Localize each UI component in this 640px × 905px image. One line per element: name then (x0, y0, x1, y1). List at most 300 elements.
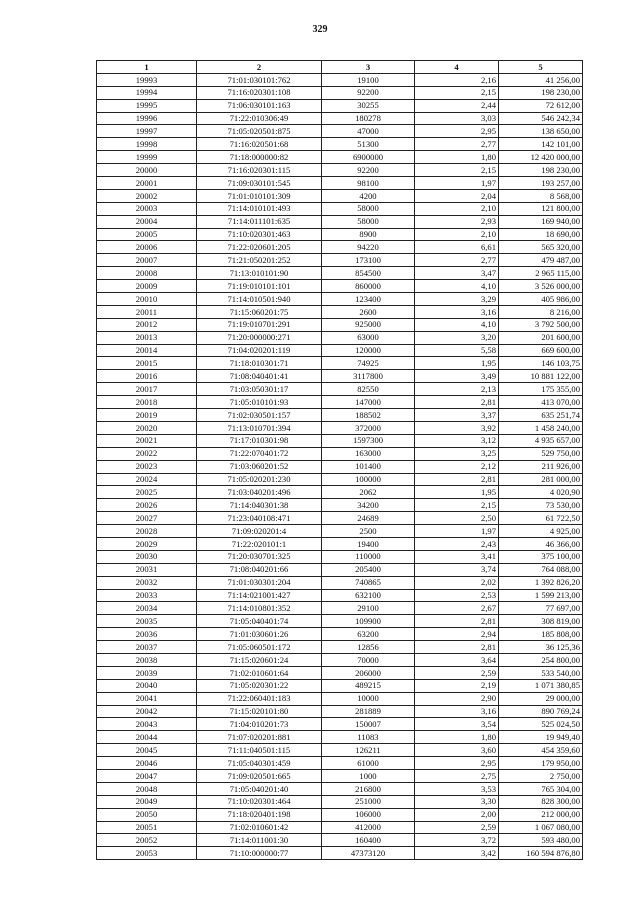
row-number-cell: 20028 (97, 525, 197, 538)
value-cell: 2 750,00 (499, 769, 583, 782)
area-cell: 3117800 (322, 370, 415, 383)
table-row (97, 615, 583, 628)
value-cell: 281 000,00 (499, 473, 583, 486)
cadastral-number-cell: 71:03:040201:496 (197, 486, 322, 499)
rate-cell: 2,16 (415, 73, 499, 86)
value-cell: 1 458 240,00 (499, 421, 583, 434)
cadastral-number-cell: 71:18:010301:71 (197, 357, 322, 370)
table-row (97, 267, 583, 280)
row-number-cell: 20039 (97, 666, 197, 679)
value-cell: 3 792 500,00 (499, 318, 583, 331)
rate-cell: 2,15 (415, 164, 499, 177)
row-number-cell: 20052 (97, 834, 197, 847)
area-cell: 110000 (322, 550, 415, 563)
row-number-cell: 20051 (97, 821, 197, 834)
table-row (97, 499, 583, 512)
row-number-cell: 20049 (97, 795, 197, 808)
area-cell: 100000 (322, 473, 415, 486)
cadastral-number-cell: 71:04:010201:73 (197, 718, 322, 731)
value-cell: 413 070,00 (499, 396, 583, 409)
value-cell: 4 925,00 (499, 525, 583, 538)
area-cell: 24689 (322, 512, 415, 525)
cadastral-number-cell: 71:14:040301:38 (197, 499, 322, 512)
table-row (97, 99, 583, 112)
value-cell: 405 986,00 (499, 293, 583, 306)
area-cell: 251000 (322, 795, 415, 808)
cadastral-number-cell: 71:05:020201:230 (197, 473, 322, 486)
table-row (97, 164, 583, 177)
rate-cell: 4,10 (415, 318, 499, 331)
column-header-5: 5 (499, 61, 583, 74)
rate-cell: 3,25 (415, 447, 499, 460)
value-cell: 10 881 122,00 (499, 370, 583, 383)
cadastral-number-cell: 71:22:060401:183 (197, 692, 322, 705)
row-number-cell: 19994 (97, 86, 197, 99)
table-row (97, 795, 583, 808)
rate-cell: 2,94 (415, 628, 499, 641)
cadastral-number-cell: 71:20:030701:325 (197, 550, 322, 563)
table-row (97, 112, 583, 125)
table-row (97, 138, 583, 151)
cadastral-number-cell: 71:05:020501:875 (197, 125, 322, 138)
rate-cell: 2,81 (415, 615, 499, 628)
table-row (97, 434, 583, 447)
area-cell: 163000 (322, 447, 415, 460)
rate-cell: 3,37 (415, 409, 499, 422)
area-cell: 30255 (322, 99, 415, 112)
row-number-cell: 20035 (97, 615, 197, 628)
rate-cell: 3,41 (415, 550, 499, 563)
rate-cell: 3,16 (415, 705, 499, 718)
area-cell: 489215 (322, 679, 415, 692)
area-cell: 205400 (322, 563, 415, 576)
table-row (97, 834, 583, 847)
row-number-cell: 20037 (97, 641, 197, 654)
row-number-cell: 20050 (97, 808, 197, 821)
rate-cell: 2,81 (415, 473, 499, 486)
cadastral-number-cell: 71:18:000000:82 (197, 151, 322, 164)
value-cell: 72 612,00 (499, 99, 583, 112)
table-row (97, 550, 583, 563)
value-cell: 375 100,00 (499, 550, 583, 563)
rate-cell: 3,54 (415, 718, 499, 731)
value-cell: 121 800,00 (499, 202, 583, 215)
column-header-4: 4 (415, 61, 499, 74)
area-cell: 2600 (322, 305, 415, 318)
value-cell: 4 020,90 (499, 486, 583, 499)
row-number-cell: 20003 (97, 202, 197, 215)
rate-cell: 2,19 (415, 679, 499, 692)
cadastral-value-table (96, 60, 583, 860)
table-row (97, 86, 583, 99)
cadastral-number-cell: 71:09:020201:4 (197, 525, 322, 538)
cadastral-number-cell: 71:01:030601:26 (197, 628, 322, 641)
area-cell: 188502 (322, 409, 415, 422)
row-number-cell: 20014 (97, 344, 197, 357)
area-cell: 61000 (322, 757, 415, 770)
table-row (97, 409, 583, 422)
table-row (97, 705, 583, 718)
cadastral-number-cell: 71:03:050301:17 (197, 383, 322, 396)
table-row (97, 821, 583, 834)
cadastral-number-cell: 71:05:040301:459 (197, 757, 322, 770)
area-cell: 82550 (322, 383, 415, 396)
cadastral-number-cell: 71:19:010101:101 (197, 280, 322, 293)
table-row (97, 305, 583, 318)
area-cell: 19400 (322, 537, 415, 550)
value-cell: 890 769,24 (499, 705, 583, 718)
table-row (97, 280, 583, 293)
value-cell: 1 392 826,20 (499, 576, 583, 589)
row-number-cell: 20036 (97, 628, 197, 641)
rate-cell: 2,90 (415, 692, 499, 705)
cadastral-number-cell: 71:01:010101:309 (197, 189, 322, 202)
row-number-cell: 20000 (97, 164, 197, 177)
row-number-cell: 19995 (97, 99, 197, 112)
value-cell: 828 300,00 (499, 795, 583, 808)
table-row (97, 486, 583, 499)
row-number-cell: 20032 (97, 576, 197, 589)
area-cell: 180278 (322, 112, 415, 125)
cadastral-number-cell: 71:14:011101:635 (197, 215, 322, 228)
value-cell: 175 355,00 (499, 383, 583, 396)
rate-cell: 3,92 (415, 421, 499, 434)
value-cell: 454 359,60 (499, 744, 583, 757)
row-number-cell: 19998 (97, 138, 197, 151)
table-row (97, 460, 583, 473)
row-number-cell: 20012 (97, 318, 197, 331)
rate-cell: 2,44 (415, 99, 499, 112)
area-cell: 58000 (322, 215, 415, 228)
table-body (97, 73, 583, 859)
row-number-cell: 20021 (97, 434, 197, 447)
value-cell: 308 819,00 (499, 615, 583, 628)
area-cell: 94220 (322, 241, 415, 254)
rate-cell: 2,00 (415, 808, 499, 821)
row-number-cell: 20046 (97, 757, 197, 770)
cadastral-number-cell: 71:10:020301:463 (197, 228, 322, 241)
area-cell: 63000 (322, 331, 415, 344)
table-row (97, 757, 583, 770)
rate-cell: 2,77 (415, 254, 499, 267)
rate-cell: 2,15 (415, 86, 499, 99)
table-row (97, 744, 583, 757)
cadastral-number-cell: 71:05:040401:74 (197, 615, 322, 628)
row-number-cell: 20027 (97, 512, 197, 525)
cadastral-number-cell: 71:10:020301:464 (197, 795, 322, 808)
row-number-cell: 20008 (97, 267, 197, 280)
table-row (97, 254, 583, 267)
cadastral-number-cell: 71:01:030301:204 (197, 576, 322, 589)
rate-cell: 5,58 (415, 344, 499, 357)
cadastral-number-cell: 71:05:010101:93 (197, 396, 322, 409)
rate-cell: 3,12 (415, 434, 499, 447)
table-row (97, 692, 583, 705)
table-row (97, 215, 583, 228)
area-cell: 34200 (322, 499, 415, 512)
row-number-cell: 20011 (97, 305, 197, 318)
rate-cell: 2,10 (415, 202, 499, 215)
cadastral-number-cell: 71:08:040401:41 (197, 370, 322, 383)
row-number-cell: 19996 (97, 112, 197, 125)
cadastral-number-cell: 71:13:010701:394 (197, 421, 322, 434)
row-number-cell: 20019 (97, 409, 197, 422)
rate-cell: 1,80 (415, 731, 499, 744)
area-cell: 19100 (322, 73, 415, 86)
area-cell: 6900000 (322, 151, 415, 164)
rate-cell: 2,67 (415, 602, 499, 615)
table-row (97, 228, 583, 241)
value-cell: 8 568,00 (499, 189, 583, 202)
area-cell: 173100 (322, 254, 415, 267)
value-cell: 212 000,00 (499, 808, 583, 821)
value-cell: 142 101,00 (499, 138, 583, 151)
area-cell: 12856 (322, 641, 415, 654)
table-row (97, 847, 583, 860)
row-number-cell: 20047 (97, 769, 197, 782)
cadastral-number-cell: 71:02:010601:42 (197, 821, 322, 834)
rate-cell: 2,50 (415, 512, 499, 525)
cadastral-number-cell: 71:01:030101:762 (197, 73, 322, 86)
row-number-cell: 20005 (97, 228, 197, 241)
row-number-cell: 20025 (97, 486, 197, 499)
area-cell: 92200 (322, 86, 415, 99)
area-cell: 74925 (322, 357, 415, 370)
row-number-cell: 20017 (97, 383, 197, 396)
value-cell: 12 420 000,00 (499, 151, 583, 164)
value-cell: 1 599 213,00 (499, 589, 583, 602)
table-row (97, 782, 583, 795)
area-cell: 29100 (322, 602, 415, 615)
value-cell: 36 125,36 (499, 641, 583, 654)
table-row (97, 628, 583, 641)
value-cell: 635 251,74 (499, 409, 583, 422)
table-row (97, 537, 583, 550)
cadastral-number-cell: 71:03:060201:52 (197, 460, 322, 473)
area-cell: 11083 (322, 731, 415, 744)
area-cell: 120000 (322, 344, 415, 357)
row-number-cell: 19993 (97, 73, 197, 86)
row-number-cell: 20022 (97, 447, 197, 460)
row-number-cell: 20040 (97, 679, 197, 692)
rate-cell: 3,42 (415, 847, 499, 860)
row-number-cell: 20009 (97, 280, 197, 293)
cadastral-number-cell: 71:18:020401:198 (197, 808, 322, 821)
area-cell: 206000 (322, 666, 415, 679)
value-cell: 18 690,00 (499, 228, 583, 241)
area-cell: 150007 (322, 718, 415, 731)
cadastral-number-cell: 71:16:020301:115 (197, 164, 322, 177)
row-number-cell: 20020 (97, 421, 197, 434)
rate-cell: 3,29 (415, 293, 499, 306)
value-cell: 669 600,00 (499, 344, 583, 357)
cadastral-number-cell: 71:14:011001:30 (197, 834, 322, 847)
area-cell: 92200 (322, 164, 415, 177)
area-cell: 860000 (322, 280, 415, 293)
cadastral-number-cell: 71:16:020301:108 (197, 86, 322, 99)
area-cell: 2500 (322, 525, 415, 538)
row-number-cell: 20007 (97, 254, 197, 267)
cadastral-number-cell: 71:11:040501:115 (197, 744, 322, 757)
cadastral-number-cell: 71:04:020201:119 (197, 344, 322, 357)
row-number-cell: 20030 (97, 550, 197, 563)
rate-cell: 3,16 (415, 305, 499, 318)
cadastral-number-cell: 71:14:010101:493 (197, 202, 322, 215)
value-cell: 533 540,00 (499, 666, 583, 679)
row-number-cell: 20042 (97, 705, 197, 718)
table-row (97, 125, 583, 138)
area-cell: 47373120 (322, 847, 415, 860)
column-header-1: 1 (97, 61, 197, 74)
cadastral-number-cell: 71:02:010601:64 (197, 666, 322, 679)
column-header-3: 3 (322, 61, 415, 74)
rate-cell: 2,15 (415, 499, 499, 512)
table-row (97, 641, 583, 654)
table-row (97, 293, 583, 306)
area-cell: 740865 (322, 576, 415, 589)
cadastral-number-cell: 71:23:040108:471 (197, 512, 322, 525)
rate-cell: 3,47 (415, 267, 499, 280)
area-cell: 1000 (322, 769, 415, 782)
row-number-cell: 20001 (97, 177, 197, 190)
area-cell: 98100 (322, 177, 415, 190)
table-row (97, 602, 583, 615)
row-number-cell: 20033 (97, 589, 197, 602)
table-row (97, 202, 583, 215)
cadastral-number-cell: 71:15:020601:24 (197, 653, 322, 666)
cadastral-number-cell: 71:14:010801:352 (197, 602, 322, 615)
cadastral-number-cell: 71:09:020501:665 (197, 769, 322, 782)
area-cell: 126211 (322, 744, 415, 757)
rate-cell: 2,43 (415, 537, 499, 550)
value-cell: 179 950,00 (499, 757, 583, 770)
row-number-cell: 20013 (97, 331, 197, 344)
rate-cell: 2,81 (415, 396, 499, 409)
value-cell: 198 230,00 (499, 86, 583, 99)
row-number-cell: 20006 (97, 241, 197, 254)
rate-cell: 1,95 (415, 357, 499, 370)
rate-cell: 3,64 (415, 653, 499, 666)
cadastral-number-cell: 71:09:030101:545 (197, 177, 322, 190)
area-cell: 123400 (322, 293, 415, 306)
table-row (97, 396, 583, 409)
rate-cell: 3,74 (415, 563, 499, 576)
rate-cell: 4,10 (415, 280, 499, 293)
area-cell: 4200 (322, 189, 415, 202)
rate-cell: 2,12 (415, 460, 499, 473)
cadastral-number-cell: 71:22:020101:1 (197, 537, 322, 550)
cadastral-number-cell: 71:22:010306:49 (197, 112, 322, 125)
value-cell: 4 935 657,00 (499, 434, 583, 447)
value-cell: 565 320,00 (499, 241, 583, 254)
value-cell: 146 103,75 (499, 357, 583, 370)
value-cell: 193 257,00 (499, 177, 583, 190)
row-number-cell: 19997 (97, 125, 197, 138)
cadastral-number-cell: 71:06:030101:163 (197, 99, 322, 112)
row-number-cell: 20053 (97, 847, 197, 860)
table-row (97, 331, 583, 344)
area-cell: 58000 (322, 202, 415, 215)
value-cell: 198 230,00 (499, 164, 583, 177)
column-header-2: 2 (197, 61, 322, 74)
value-cell: 169 940,00 (499, 215, 583, 228)
row-number-cell: 20004 (97, 215, 197, 228)
rate-cell: 2,59 (415, 666, 499, 679)
area-cell: 1597300 (322, 434, 415, 447)
value-cell: 764 088,00 (499, 563, 583, 576)
row-number-cell: 19999 (97, 151, 197, 164)
table-header-row (97, 61, 583, 74)
value-cell: 185 808,00 (499, 628, 583, 641)
rate-cell: 2,77 (415, 138, 499, 151)
row-number-cell: 20045 (97, 744, 197, 757)
rate-cell: 2,95 (415, 757, 499, 770)
table-row (97, 589, 583, 602)
value-cell: 254 800,00 (499, 653, 583, 666)
cadastral-number-cell: 71:19:010701:291 (197, 318, 322, 331)
rate-cell: 3,53 (415, 782, 499, 795)
table-row (97, 512, 583, 525)
table-row (97, 318, 583, 331)
rate-cell: 2,75 (415, 769, 499, 782)
cadastral-number-cell: 71:22:070401:72 (197, 447, 322, 460)
table-row (97, 576, 583, 589)
rate-cell: 3,49 (415, 370, 499, 383)
rate-cell: 1,97 (415, 177, 499, 190)
table-row (97, 679, 583, 692)
cadastral-number-cell: 71:02:030501:157 (197, 409, 322, 422)
value-cell: 8 216,00 (499, 305, 583, 318)
cadastral-number-cell: 71:10:000000:77 (197, 847, 322, 860)
rate-cell: 2,02 (415, 576, 499, 589)
value-cell: 211 926,00 (499, 460, 583, 473)
table-row (97, 344, 583, 357)
area-cell: 106000 (322, 808, 415, 821)
row-number-cell: 20010 (97, 293, 197, 306)
cadastral-number-cell: 71:17:010301:98 (197, 434, 322, 447)
table-row (97, 473, 583, 486)
value-cell: 29 000,00 (499, 692, 583, 705)
table-row (97, 731, 583, 744)
rate-cell: 2,95 (415, 125, 499, 138)
row-number-cell: 20048 (97, 782, 197, 795)
row-number-cell: 20029 (97, 537, 197, 550)
area-cell: 109900 (322, 615, 415, 628)
row-number-cell: 20038 (97, 653, 197, 666)
table-row (97, 808, 583, 821)
rate-cell: 1,95 (415, 486, 499, 499)
cadastral-number-cell: 71:16:020501:68 (197, 138, 322, 151)
area-cell: 63200 (322, 628, 415, 641)
value-cell: 529 750,00 (499, 447, 583, 460)
value-cell: 46 366,00 (499, 537, 583, 550)
row-number-cell: 20026 (97, 499, 197, 512)
row-number-cell: 20015 (97, 357, 197, 370)
value-cell: 546 242,34 (499, 112, 583, 125)
area-cell: 8900 (322, 228, 415, 241)
cadastral-number-cell: 71:08:040201:66 (197, 563, 322, 576)
page-number: 329 (312, 24, 328, 35)
value-cell: 61 722,50 (499, 512, 583, 525)
row-number-cell: 20044 (97, 731, 197, 744)
table-row (97, 666, 583, 679)
table-row (97, 151, 583, 164)
cadastral-number-cell: 71:05:060501:172 (197, 641, 322, 654)
area-cell: 281889 (322, 705, 415, 718)
row-number-cell: 20018 (97, 396, 197, 409)
table-row (97, 357, 583, 370)
area-cell: 854500 (322, 267, 415, 280)
